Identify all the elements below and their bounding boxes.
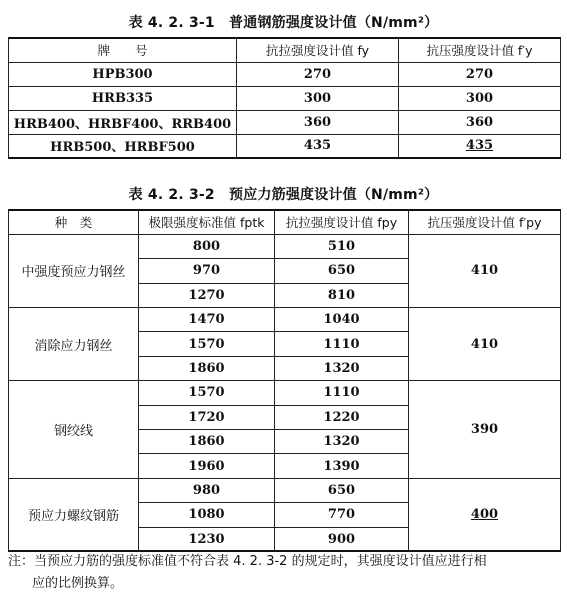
table1-caption: 表 4. 2. 3-1 普通钢筋强度设计值（N/mm²） (128, 15, 439, 31)
header-tension-design: 抗拉强度设计值 fy (237, 38, 399, 62)
ultimate-standard-cell: 1960 (139, 454, 275, 478)
header-tension-design: 抗拉强度设计值 fpy (275, 210, 409, 234)
table-note (8, 551, 560, 595)
header-type: 种 类 (9, 210, 139, 234)
tendon-type-cell: 中强度预应力钢丝 (9, 234, 139, 307)
compression-cell: 300 (399, 86, 561, 110)
ordinary-rebar-strength-table (8, 37, 561, 159)
header-grade: 牌 号 (9, 38, 237, 62)
tension-design-cell: 650 (275, 259, 409, 283)
tension-design-cell: 810 (275, 283, 409, 307)
ultimate-standard-cell: 1470 (139, 308, 275, 332)
table-row (9, 62, 561, 86)
tendon-type-cell: 消除应力钢丝 (9, 308, 139, 381)
tension-design-cell: 1320 (275, 430, 409, 454)
grade-cell: HRB400、HRBF400、RRB400 (9, 110, 237, 134)
table-row (9, 308, 561, 332)
tension-design-cell: 1390 (275, 454, 409, 478)
compression-design-cell: 390 (409, 381, 561, 479)
table2-body (9, 234, 561, 551)
table-row (9, 110, 561, 134)
ultimate-standard-cell: 1080 (139, 503, 275, 527)
ultimate-standard-cell: 1270 (139, 283, 275, 307)
grade-cell: HRB500、HRBF500 (9, 134, 237, 158)
tension-cell: 360 (237, 110, 399, 134)
header-compression-design: 抗压强度设计值 f′py (409, 210, 561, 234)
ultimate-standard-cell: 1860 (139, 356, 275, 380)
compression-design-cell: 410 (409, 234, 561, 307)
ultimate-standard-cell: 1230 (139, 527, 275, 551)
tension-cell: 435 (237, 134, 399, 158)
table-row (9, 381, 561, 405)
compression-cell: 360 (399, 110, 561, 134)
ultimate-standard-cell: 1570 (139, 332, 275, 356)
tension-design-cell: 770 (275, 503, 409, 527)
ultimate-standard-cell: 980 (139, 478, 275, 502)
compression-design-cell: 410 (409, 308, 561, 381)
grade-cell: HPB300 (9, 62, 237, 86)
ultimate-standard-cell: 800 (139, 234, 275, 258)
tension-cell: 270 (237, 62, 399, 86)
table-row (9, 86, 561, 110)
tension-cell: 300 (237, 86, 399, 110)
ultimate-standard-cell: 1570 (139, 381, 275, 405)
tension-design-cell: 1110 (275, 332, 409, 356)
tension-design-cell: 1110 (275, 381, 409, 405)
compression-cell: 435 (399, 134, 561, 158)
tendon-type-cell: 钢绞线 (9, 381, 139, 479)
table2-caption: 表 4. 2. 3-2 预应力筋强度设计值（N/mm²） (128, 187, 439, 203)
table-row (9, 134, 561, 158)
tendon-type-cell: 预应力螺纹钢筋 (9, 478, 139, 551)
compression-cell: 270 (399, 62, 561, 86)
grade-cell: HRB335 (9, 86, 237, 110)
compression-design-cell: 400 (409, 478, 561, 551)
prestressing-tendon-strength-table (8, 209, 561, 552)
header-ultimate-standard: 极限强度标准值 fptk (139, 210, 275, 234)
table-header-row (9, 38, 561, 62)
tension-design-cell: 650 (275, 478, 409, 502)
header-compression-design: 抗压强度设计值 f′y (399, 38, 561, 62)
note-line-2: 应的比例换算。 (32, 576, 124, 591)
tension-design-cell: 1040 (275, 308, 409, 332)
tension-design-cell: 900 (275, 527, 409, 551)
tension-design-cell: 1320 (275, 356, 409, 380)
ultimate-standard-cell: 1720 (139, 405, 275, 429)
table-row (9, 478, 561, 502)
note-line-1: 注：当预应力筋的强度标准值不符合表 4. 2. 3-2 的规定时，其强度设计值应进行相 (8, 554, 487, 569)
tension-design-cell: 510 (275, 234, 409, 258)
ultimate-standard-cell: 1860 (139, 430, 275, 454)
table-row (9, 234, 561, 258)
table-header-row (9, 210, 561, 234)
tension-design-cell: 1220 (275, 405, 409, 429)
ultimate-standard-cell: 970 (139, 259, 275, 283)
